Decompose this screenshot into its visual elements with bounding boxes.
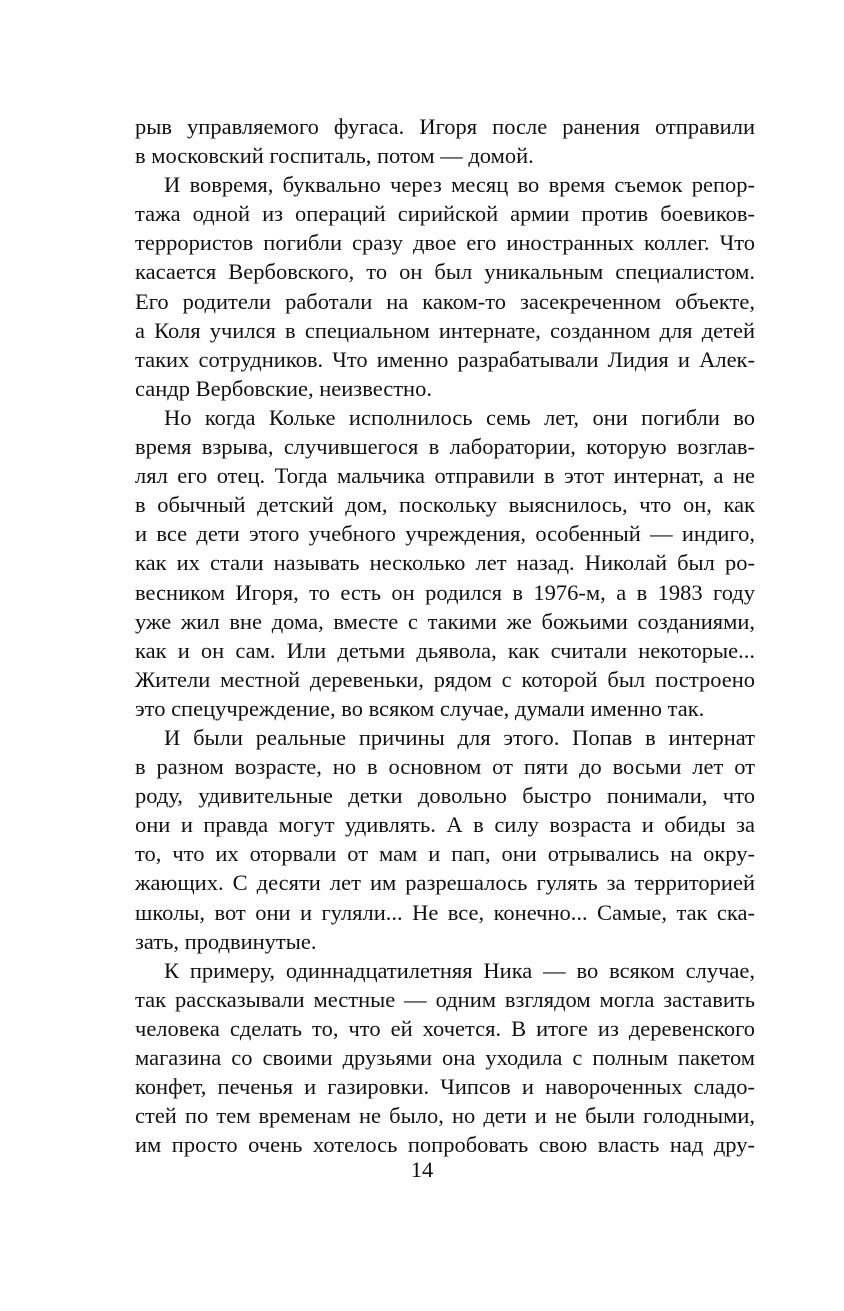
text-line: роду, удивительные детки довольно быстро понимали, что: [135, 783, 755, 809]
text-line: И были реальные причины для этого. Попав в интернат: [164, 724, 755, 750]
text-line: как их стали называть несколько лет назад. Николай был ро-: [135, 550, 755, 576]
text-line: касается Вербовского, то он был уникальным специалистом.: [135, 259, 755, 285]
text-line: как и он сам. Или детьми дьявола, как считали некоторые...: [135, 637, 755, 663]
paragraph-5: [135, 956, 755, 1160]
text-line: им просто очень хотелось попробовать свою власть над дру-: [135, 1132, 755, 1158]
text-line: К примеру, одиннадцатилетняя Ника — во всяком случае,: [164, 957, 755, 983]
text-line: стей по тем временам не было, но дети и не были голодными,: [135, 1103, 755, 1129]
text-line: то, что их оторвали от мам и пап, они отрывались на окру-: [135, 841, 755, 867]
text-line: это спецучреждение, во всяком случае, думали именно так.: [135, 695, 705, 721]
text-line: магазина со своими друзьями она уходила с полным пакетом: [135, 1045, 755, 1070]
text-line: зать, продвинутые.: [135, 928, 317, 954]
text-line: так рассказывали местные — одним взглядом могла заставить: [135, 986, 755, 1012]
text-line: в московский госпиталь, потом — домой.: [135, 143, 534, 169]
paragraph-1: [135, 112, 755, 170]
text-line: время взрыва, случившегося в лаборатории, которую возглав-: [135, 434, 755, 460]
text-line: в разном возрасте, но в основном от пяти до восьми лет от: [135, 754, 755, 780]
text-line: жающих. С десяти лет им разрешалось гулять за территорией: [135, 870, 755, 896]
text-line: Но когда Кольке исполнилось семь лет, они погибли во: [164, 404, 755, 430]
page-body-text: [135, 112, 755, 1159]
text-line: сандр Вербовские, неизвестно.: [135, 375, 432, 401]
text-line: а Коля учился в специальном интернате, созданном для детей: [135, 317, 755, 343]
text-line: тажа одной из операций сирийской армии против боевиков-: [135, 201, 755, 227]
text-line: лял его отец. Тогда мальчика отправили в этот интернат, а не: [135, 463, 755, 489]
text-line: они и правда могут удивлять. А в силу возраста и обиды за: [135, 812, 755, 838]
text-line: рыв управляемого фугаса. Игоря после ранения отправили: [135, 114, 755, 139]
text-line: и все дети этого учебного учреждения, особенный — индиго,: [135, 521, 755, 547]
paragraph-2: [135, 170, 755, 403]
paragraph-3: [135, 403, 755, 723]
text-line: конфет, печенья и газировки. Чипсов и навороченных сладо-: [135, 1074, 755, 1100]
paragraph-4: [135, 723, 755, 956]
text-line: И вовремя, буквально через месяц во время съемок репор-: [164, 172, 755, 198]
text-line: в обычный детский дом, поскольку выяснилось, что он, как: [135, 492, 755, 518]
text-line: уже жил вне дома, вместе с такими же божьими созданиями,: [135, 608, 755, 634]
text-line: таких сотрудников. Что именно разрабатывали Лидия и Алек-: [135, 346, 755, 372]
text-line: Его родители работали на каком-то засекреченном объекте,: [135, 288, 755, 314]
text-line: весником Игоря, то есть он родился в 1976-м, а в 1983 году: [135, 579, 755, 605]
text-line: террористов погибли сразу двое его иностранных коллег. Что: [135, 230, 755, 256]
text-line: Жители местной деревеньки, рядом с которой был построено: [135, 666, 755, 692]
page-number: 14: [410, 1157, 434, 1182]
text-line: школы, вот они и гуляли... Не все, конечно... Самые, так ска-: [135, 899, 755, 925]
text-line: человека сделать то, что ей хочется. В итоге из деревенского: [135, 1015, 755, 1041]
